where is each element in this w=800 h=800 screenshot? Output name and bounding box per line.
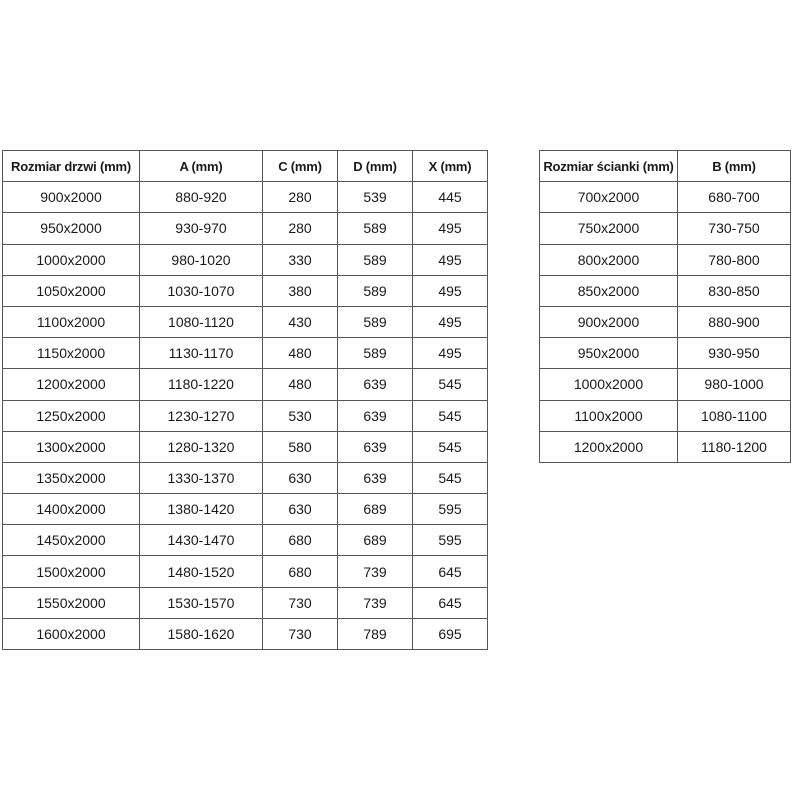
door-size-table (2, 150, 488, 650)
table-cell: 1180-1200 (678, 431, 791, 462)
table-cell: 930-950 (678, 338, 791, 369)
table-cell: 589 (338, 244, 413, 275)
table-row (3, 244, 488, 275)
table-cell: 1050x2000 (3, 275, 140, 306)
table-cell: 680-700 (678, 182, 791, 213)
table-cell: 1530-1570 (140, 587, 263, 618)
table-cell: 480 (263, 338, 338, 369)
table-row (3, 400, 488, 431)
table-cell: 1350x2000 (3, 462, 140, 493)
table-cell: 930-970 (140, 213, 263, 244)
table-cell: 639 (338, 369, 413, 400)
table-cell: 595 (413, 494, 488, 525)
table-cell: 280 (263, 213, 338, 244)
column-header: B (mm) (678, 151, 791, 182)
table-cell: 680 (263, 556, 338, 587)
table-cell: 689 (338, 494, 413, 525)
table-cell: 639 (338, 462, 413, 493)
table-cell: 445 (413, 182, 488, 213)
table-cell: 730-750 (678, 213, 791, 244)
table-cell: 1330-1370 (140, 462, 263, 493)
table-cell: 280 (263, 182, 338, 213)
table-row (3, 213, 488, 244)
table-row (540, 369, 791, 400)
table-cell: 730 (263, 618, 338, 649)
table-cell: 1480-1520 (140, 556, 263, 587)
table-cell: 480 (263, 369, 338, 400)
table-cell: 730 (263, 587, 338, 618)
table-row (3, 462, 488, 493)
table-cell: 980-1020 (140, 244, 263, 275)
table-cell: 545 (413, 462, 488, 493)
table-cell: 700x2000 (540, 182, 678, 213)
table-cell: 1080-1120 (140, 306, 263, 337)
table-cell: 689 (338, 525, 413, 556)
table-cell: 900x2000 (3, 182, 140, 213)
table-cell: 495 (413, 244, 488, 275)
table-row (540, 275, 791, 306)
table-cell: 530 (263, 400, 338, 431)
table-cell: 430 (263, 306, 338, 337)
table-cell: 589 (338, 275, 413, 306)
table-cell: 545 (413, 431, 488, 462)
table-cell: 645 (413, 556, 488, 587)
table-row (540, 306, 791, 337)
table-row (3, 306, 488, 337)
table-row (3, 525, 488, 556)
table-cell: 539 (338, 182, 413, 213)
column-header: Rozmiar ścianki (mm) (540, 151, 678, 182)
table-cell: 880-900 (678, 306, 791, 337)
table-row (3, 587, 488, 618)
table-cell: 639 (338, 400, 413, 431)
table-cell: 1100x2000 (540, 400, 678, 431)
table-row (540, 400, 791, 431)
table-cell: 589 (338, 213, 413, 244)
column-header: X (mm) (413, 151, 488, 182)
table-cell: 1280-1320 (140, 431, 263, 462)
table-cell: 589 (338, 338, 413, 369)
table-cell: 1130-1170 (140, 338, 263, 369)
column-header: C (mm) (263, 151, 338, 182)
table-cell: 630 (263, 494, 338, 525)
table-cell: 880-920 (140, 182, 263, 213)
table-cell: 1380-1420 (140, 494, 263, 525)
table-cell: 1180-1220 (140, 369, 263, 400)
table-cell: 380 (263, 275, 338, 306)
table-cell: 1600x2000 (3, 618, 140, 649)
table-cell: 1000x2000 (540, 369, 678, 400)
table-cell: 639 (338, 431, 413, 462)
table-cell: 950x2000 (3, 213, 140, 244)
table-cell: 1200x2000 (3, 369, 140, 400)
table-cell: 580 (263, 431, 338, 462)
table-row (540, 431, 791, 462)
table-cell: 900x2000 (540, 306, 678, 337)
table-cell: 850x2000 (540, 275, 678, 306)
table-cell: 950x2000 (540, 338, 678, 369)
header-row (3, 151, 488, 182)
table-cell: 1250x2000 (3, 400, 140, 431)
table-cell: 1100x2000 (3, 306, 140, 337)
table-cell: 495 (413, 306, 488, 337)
table-row (3, 431, 488, 462)
table-cell: 1400x2000 (3, 494, 140, 525)
table-cell: 495 (413, 338, 488, 369)
table-cell: 1000x2000 (3, 244, 140, 275)
table-cell: 789 (338, 618, 413, 649)
table-row (3, 494, 488, 525)
table-cell: 1550x2000 (3, 587, 140, 618)
table-cell: 739 (338, 556, 413, 587)
table-cell: 780-800 (678, 244, 791, 275)
table-cell: 595 (413, 525, 488, 556)
table-row (3, 618, 488, 649)
wall-panel-size-table (539, 150, 791, 463)
table-cell: 545 (413, 400, 488, 431)
table-cell: 330 (263, 244, 338, 275)
table-row (540, 182, 791, 213)
table-cell: 1430-1470 (140, 525, 263, 556)
table-cell: 1080-1100 (678, 400, 791, 431)
table-cell: 1580-1620 (140, 618, 263, 649)
table-cell: 1150x2000 (3, 338, 140, 369)
table-cell: 695 (413, 618, 488, 649)
table-row (3, 556, 488, 587)
table-row (540, 244, 791, 275)
table-cell: 495 (413, 213, 488, 244)
table-cell: 495 (413, 275, 488, 306)
table-row (3, 369, 488, 400)
table-cell: 980-1000 (678, 369, 791, 400)
column-header: D (mm) (338, 151, 413, 182)
table-cell: 1300x2000 (3, 431, 140, 462)
column-header: A (mm) (140, 151, 263, 182)
table-row (3, 182, 488, 213)
table-cell: 750x2000 (540, 213, 678, 244)
table-cell: 739 (338, 587, 413, 618)
table-cell: 1230-1270 (140, 400, 263, 431)
table-cell: 630 (263, 462, 338, 493)
table-row (3, 275, 488, 306)
table-row (540, 213, 791, 244)
table-cell: 830-850 (678, 275, 791, 306)
table-row (540, 338, 791, 369)
column-header: Rozmiar drzwi (mm) (3, 151, 140, 182)
table-row (3, 338, 488, 369)
table-cell: 1500x2000 (3, 556, 140, 587)
table-cell: 800x2000 (540, 244, 678, 275)
table-cell: 1450x2000 (3, 525, 140, 556)
table-cell: 680 (263, 525, 338, 556)
table-cell: 1030-1070 (140, 275, 263, 306)
table-cell: 645 (413, 587, 488, 618)
header-row (540, 151, 791, 182)
table-cell: 589 (338, 306, 413, 337)
table-cell: 545 (413, 369, 488, 400)
table-cell: 1200x2000 (540, 431, 678, 462)
